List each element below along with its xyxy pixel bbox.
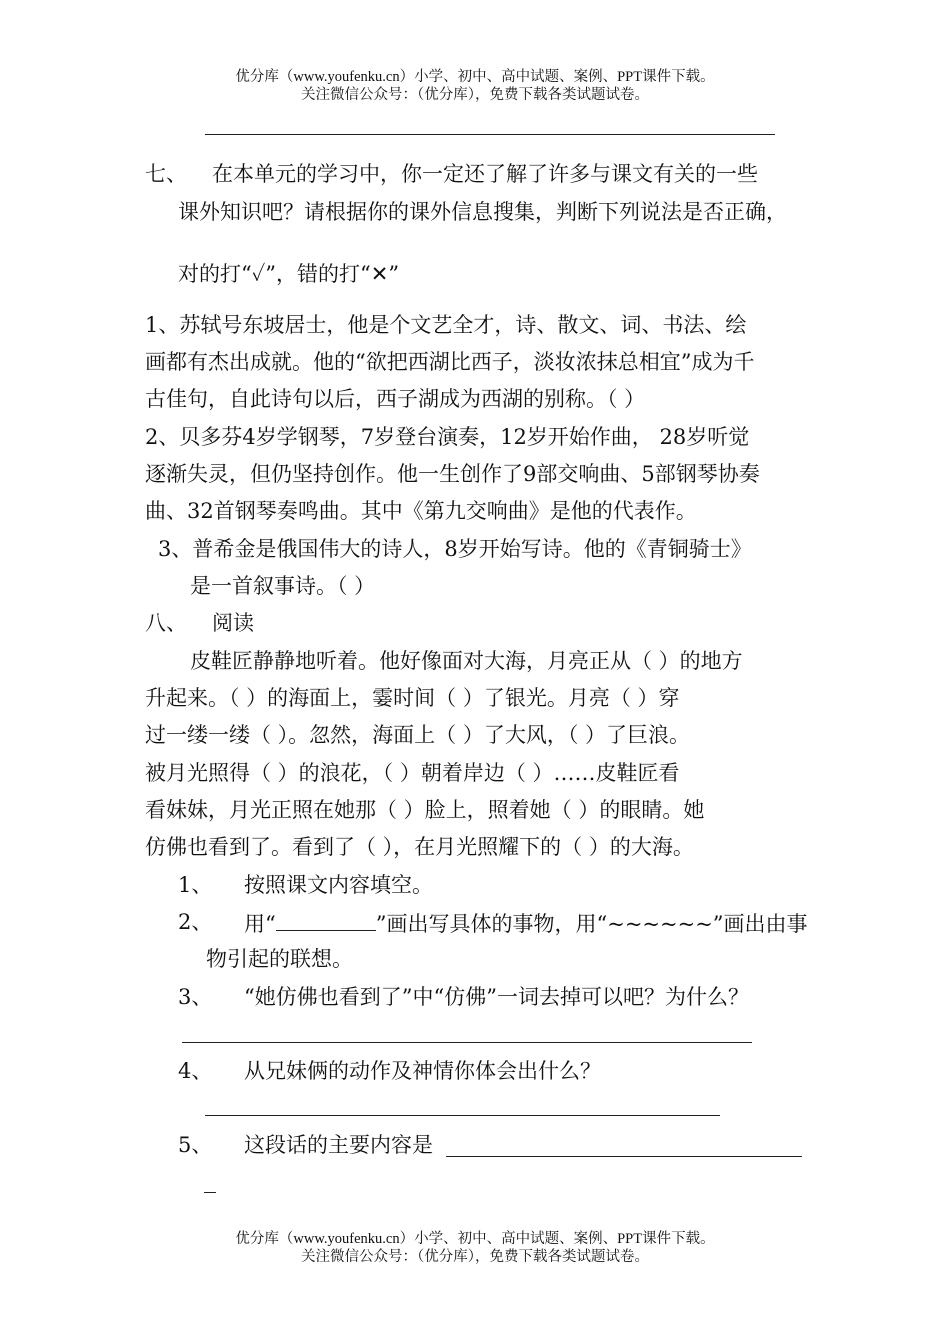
q4-answer-line[interactable] <box>205 1115 720 1116</box>
page-footer <box>0 1230 950 1266</box>
section-7-number: 七、 <box>145 162 187 186</box>
q5-text: 这段话的主要内容是 <box>244 1133 433 1157</box>
q2-text-cont: 物引起的联想。 <box>206 947 353 971</box>
s7-item1-line-3: 古佳句，自此诗句以后，西子湖成为西湖的别称。（ ） <box>145 387 646 411</box>
s7-item3-line-1: 3、普希金是俄国伟大的诗人，8岁开始写诗。他的《青铜骑士》 <box>158 537 752 561</box>
q2-number: 2、 <box>178 910 213 934</box>
passage-line-4: 被月光照得（ ）的浪花，（ ）朝着岸边（ ）……皮鞋匠看 <box>145 761 680 785</box>
s7-item3-line-2: 是一首叙事诗。（ ） <box>190 574 376 598</box>
section-7-intro-line-1: 在本单元的学习中，你一定还了解了许多与课文有关的一些 <box>212 162 758 186</box>
s7-item2-line-2: 逐渐失灵，但仍坚持创作。他一生创作了9部交响曲、5部钢琴协奏 <box>145 462 760 486</box>
q2-underline-sample <box>276 908 376 931</box>
header-line-2: 关注微信公众号：（优分库），免费下载各类试题试卷。 <box>301 87 649 103</box>
q3-number: 3、 <box>178 985 213 1009</box>
q3-answer-line[interactable] <box>182 1042 752 1043</box>
q4-number: 4、 <box>178 1059 213 1083</box>
q4-text: 从兄妹俩的动作及神情你体会出什么？ <box>244 1059 601 1083</box>
q2-text <box>244 908 808 938</box>
passage-line-6: 仿佛也看到了。看到了（ ），在月光照耀下的（ ）的大海。 <box>145 835 694 859</box>
passage-line-1: 皮鞋匠静静地听着。他好像面对大海，月亮正从（ ）的地方 <box>190 649 743 673</box>
q5-answer-line-cont[interactable] <box>204 1192 216 1193</box>
header-line-1: 优分库（www.youfenku.cn）小学、初中、高中试题、案例、PPT课件下载。 <box>235 69 715 85</box>
q5-answer-line[interactable] <box>446 1156 802 1157</box>
passage-line-5: 看妹妹，月光正照在她那（ ）脸上，照着她（ ）的眼睛。她 <box>145 798 705 822</box>
footer-line-1: 优分库（www.youfenku.cn）小学、初中、高中试题、案例、PPT课件下载。 <box>235 1231 715 1247</box>
s7-item1-line-2: 画都有杰出成就。他的“欲把西湖比西子，淡妆浓抹总相宜”成为千 <box>145 350 755 374</box>
passage-line-3: 过一缕一缕（ ）。忽然，海面上（ ）了大风，（ ）了巨浪。 <box>145 723 691 747</box>
q1-number: 1、 <box>178 873 213 897</box>
q1-text: 按照课文内容填空。 <box>244 873 433 897</box>
s7-item2-line-1: 2、贝多芬4岁学钢琴，7岁登台演奏，12岁开始作曲， 28岁听觉 <box>145 425 750 449</box>
s7-item1-line-1: 1、苏轼号东坡居士，他是个文艺全才，诗、散文、词、书法、绘 <box>145 313 747 337</box>
header-rule <box>205 134 775 135</box>
q2-text-b: ”画出写具体的事物，用“~~~~~~”画出由事 <box>375 912 808 936</box>
passage-line-2: 升起来。（ ）的海面上，霎时间（ ）了银光。月亮（ ）穿 <box>145 686 680 710</box>
q5-number: 5、 <box>178 1133 213 1157</box>
section-7-intro-line-2: 课外知识吧？请根据你的课外信息搜集，判断下列说法是否正确， <box>178 200 787 224</box>
section-8-title: 阅读 <box>212 611 254 635</box>
q3-text: “她仿佛也看到了”中“仿佛”一词去掉可以吧？为什么？ <box>244 985 749 1009</box>
section-7-intro-line-3: 对的打“✓”，错的打“✕” <box>178 262 400 286</box>
page-header <box>0 68 950 104</box>
section-8-number: 八、 <box>145 611 187 635</box>
s7-item2-line-3: 曲、32首钢琴奏鸣曲。其中《第九交响曲》是他的代表作。 <box>145 499 697 523</box>
q2-text-a: 用“ <box>244 912 276 936</box>
footer-line-2: 关注微信公众号：（优分库），免费下载各类试题试卷。 <box>301 1249 649 1265</box>
